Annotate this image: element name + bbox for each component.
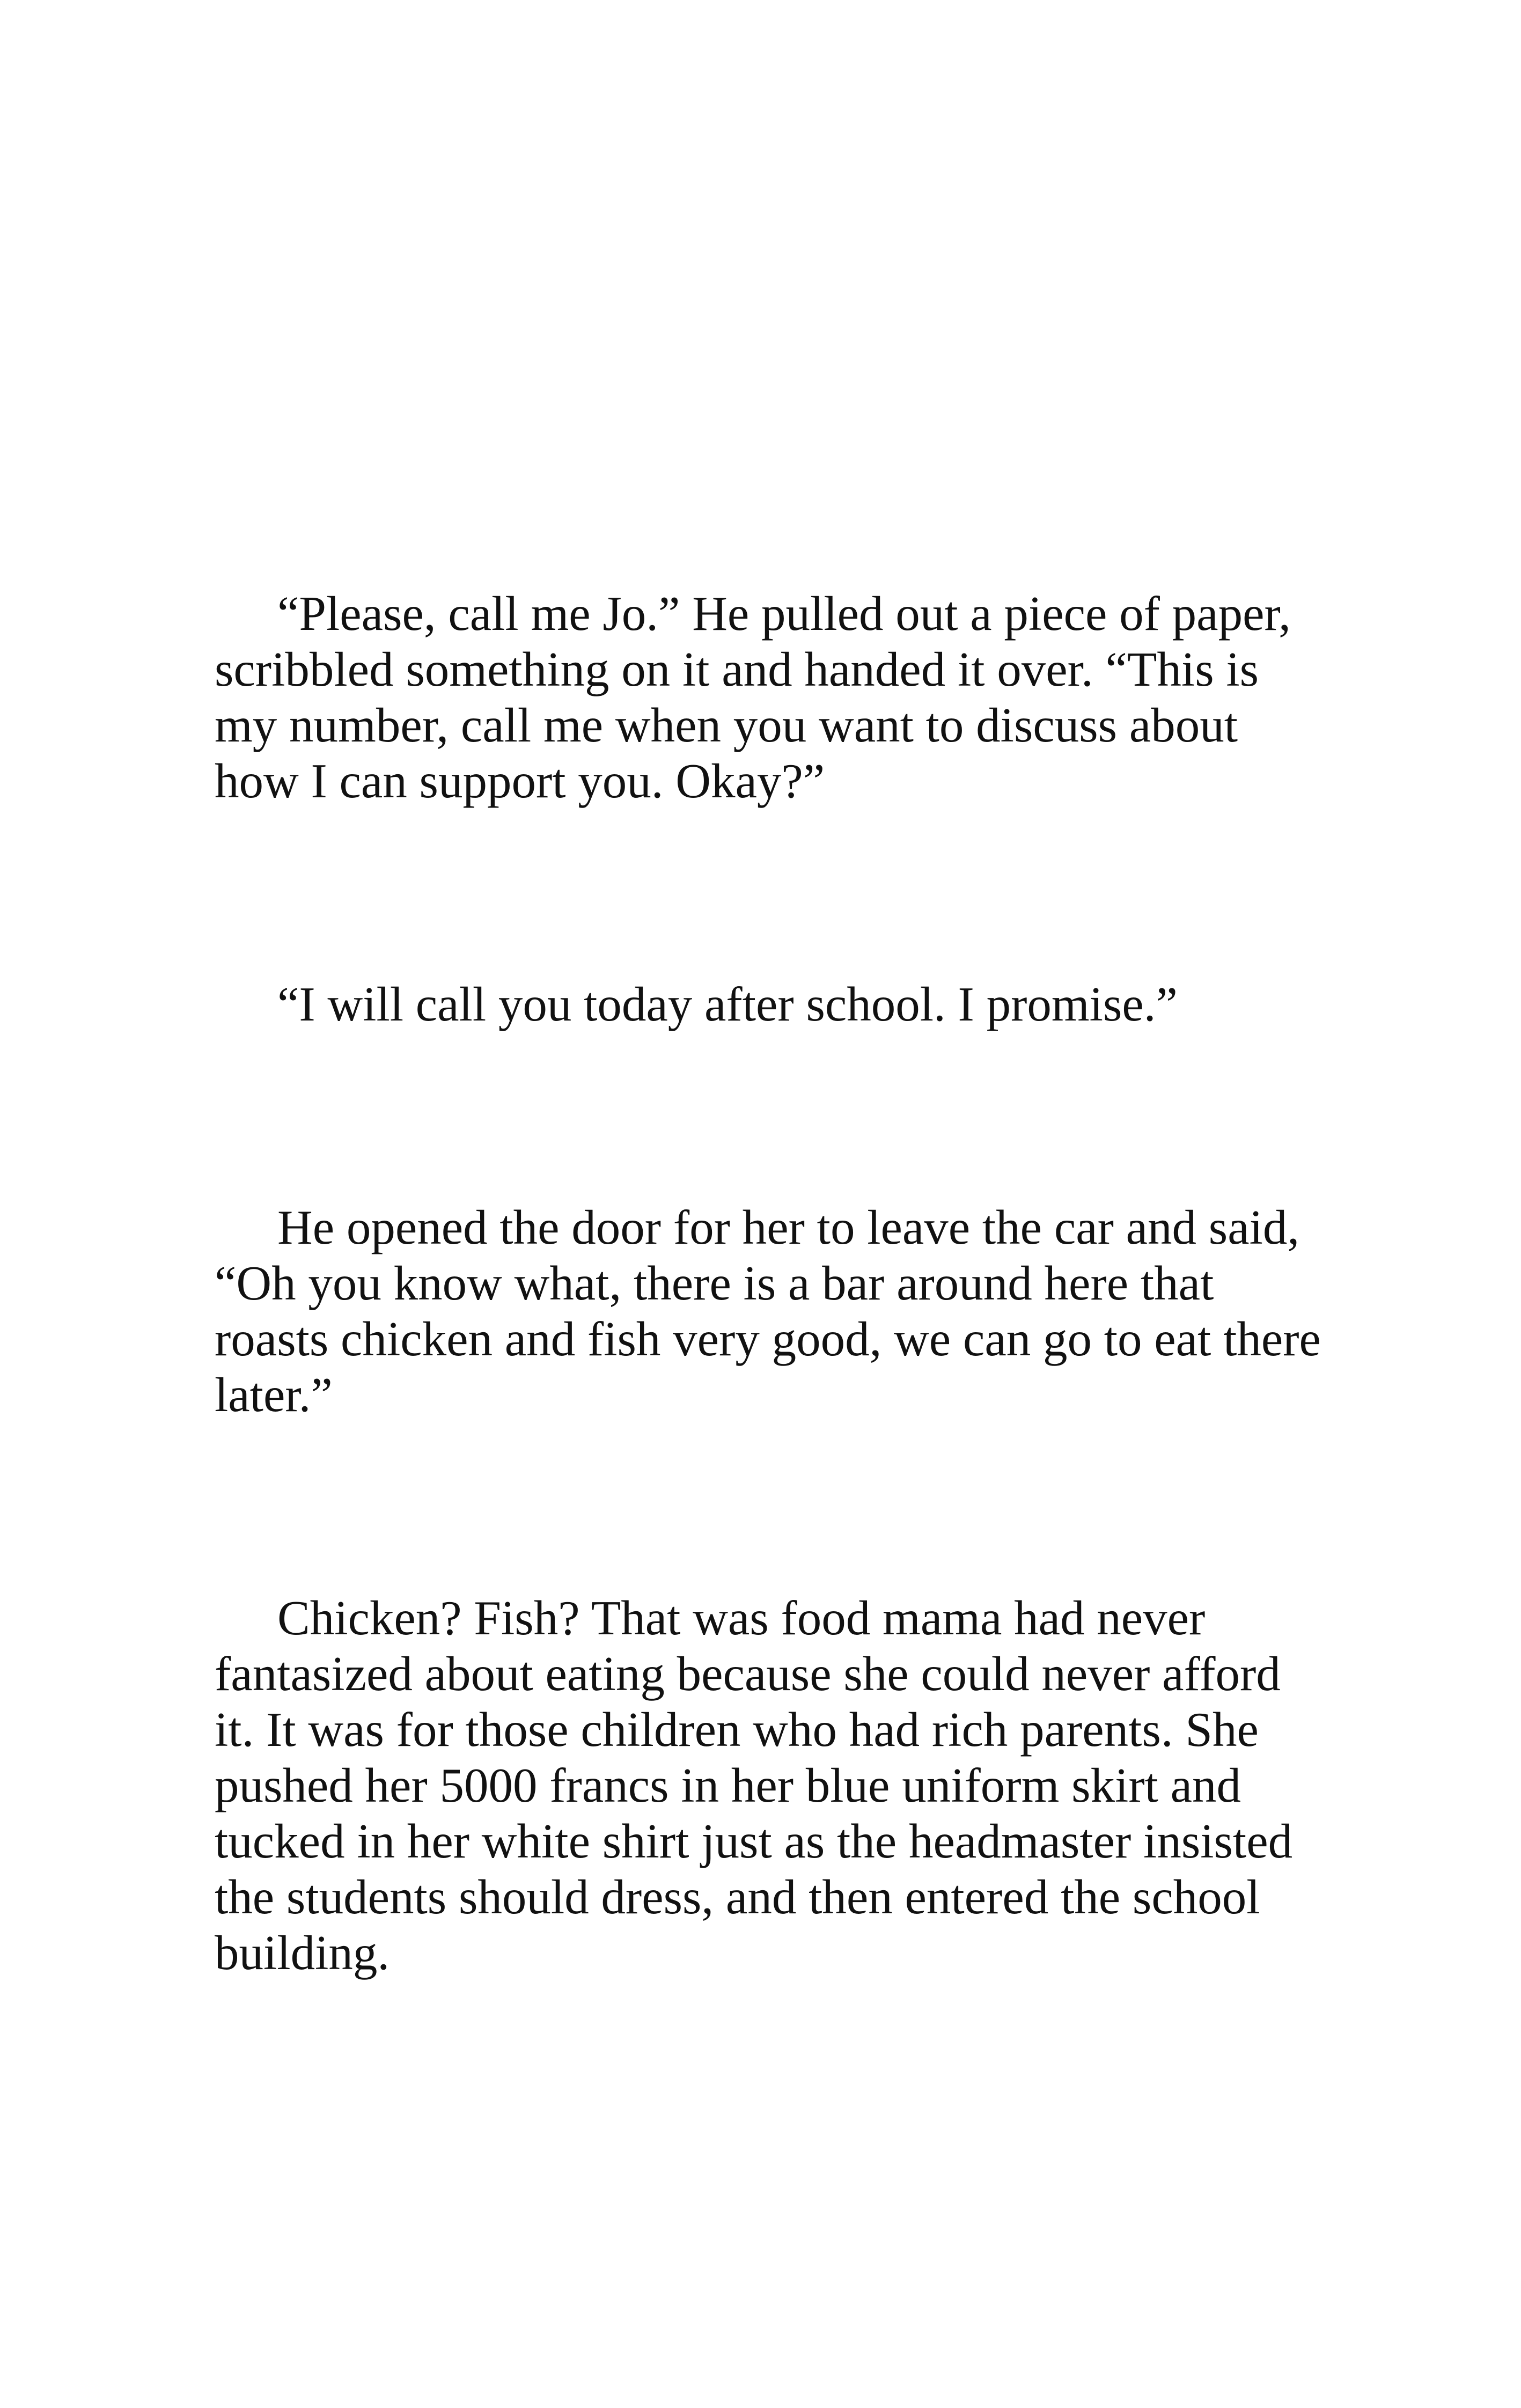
paragraph-line: fantasized about eating because she could never afford xyxy=(215,1647,1281,1701)
paragraph-line: my number, call me when you want to discuss about xyxy=(215,698,1238,752)
paragraph-line: “I will call you today after school. I promise.” xyxy=(277,977,1178,1031)
paragraph-line: “Please, call me Jo.” He pulled out a piece of paper, xyxy=(277,586,1291,641)
paragraph-line: scribbled something on it and handed it over. “This is xyxy=(215,642,1259,696)
paragraph-1 xyxy=(215,586,1341,809)
paragraph-line: roasts chicken and fish very good, we can go to eat there xyxy=(215,1312,1321,1366)
paragraph-line: Chicken? Fish? That was food mama had never xyxy=(277,1591,1206,1645)
paragraph-line: tucked in her white shirt just as the headmaster insisted xyxy=(215,1814,1293,1868)
paragraph-line: later.” xyxy=(215,1368,333,1422)
paragraph-line: it. It was for those children who had rich parents. She xyxy=(215,1702,1259,1757)
paragraph-line: pushed her 5000 francs in her blue uniform skirt and xyxy=(215,1758,1241,1812)
paragraph-line: how I can support you. Okay?” xyxy=(215,754,825,808)
paragraph-line: He opened the door for her to leave the car and said, xyxy=(277,1200,1300,1254)
paragraph-line: the students should dress, and then entered the school xyxy=(215,1870,1260,1924)
paragraph-line: building. xyxy=(215,1926,390,1980)
paragraph-3 xyxy=(215,1200,1341,1423)
paragraph-4 xyxy=(215,1590,1341,1981)
paragraph-line: “Oh you know what, there is a bar around here that xyxy=(215,1256,1214,1310)
page-body xyxy=(215,586,1341,2148)
paragraph-2 xyxy=(215,977,1341,1032)
